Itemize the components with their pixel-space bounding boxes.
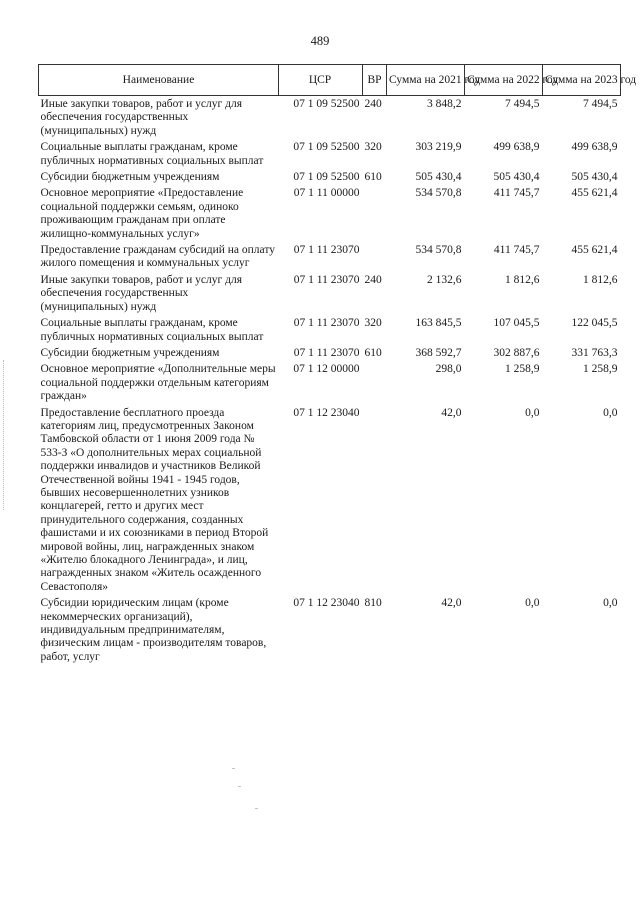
table-row	[39, 139, 621, 169]
cell-name: Основное мероприятие «Предоставление социальной поддержки семьям, одиноко проживающим гражданам при оплате жилищно-коммунальных услуг»	[40, 187, 244, 240]
cell-csr: 07 1 11 23070	[293, 317, 360, 330]
cell-csr: 07 1 11 23070	[293, 346, 360, 359]
scan-speck	[232, 768, 235, 769]
cell-vr	[363, 185, 387, 242]
table-row	[39, 272, 621, 315]
table-row	[39, 405, 621, 596]
table-header-row	[39, 65, 621, 96]
cell-sum-2022: 302 887,6	[493, 346, 540, 359]
cell-sum-2023: 7 494,5	[583, 98, 618, 110]
cell-sum-2022: 499 638,9	[493, 141, 540, 154]
cell-vr	[363, 242, 387, 272]
cell-sum-2021: 3 848,2	[427, 98, 462, 110]
cell-sum-2021: 368 592,7	[415, 346, 462, 359]
cell-sum-2021: 298,0	[435, 363, 462, 376]
cell-name: Социальные выплаты гражданам, кроме публичных нормативных социальных выплат	[40, 141, 264, 167]
table-body	[39, 96, 621, 666]
cell-csr: 07 1 12 23040	[293, 597, 360, 610]
cell-name: Социальные выплаты гражданам, кроме публичных нормативных социальных выплат	[40, 317, 264, 343]
cell-csr: 07 1 09 52500	[293, 98, 360, 110]
cell-vr	[363, 405, 387, 596]
cell-sum-2023: 1 258,9	[583, 363, 618, 376]
cell-sum-2022: 1 812,6	[505, 273, 540, 286]
cell-sum-2023: 1 812,6	[583, 273, 618, 286]
cell-sum-2021: 2 132,6	[427, 273, 462, 286]
cell-vr: 320	[364, 141, 382, 154]
cell-sum-2022: 411 745,7	[493, 244, 540, 257]
cell-sum-2023: 455 621,4	[571, 244, 618, 257]
cell-vr: 610	[364, 346, 382, 359]
cell-sum-2023: 331 763,3	[571, 346, 618, 359]
cell-sum-2021: 303 219,9	[415, 141, 462, 154]
scan-margin-marks	[3, 360, 8, 510]
cell-name: Иные закупки товаров, работ и услуг для обеспечения государственных (муниципальных) нужд	[40, 98, 242, 137]
cell-sum-2023: 505 430,4	[571, 171, 618, 184]
header-sum-2023: Сумма на 2023 год	[543, 65, 621, 96]
cell-name: Субсидии бюджетным учреждениям	[40, 171, 220, 184]
table-row	[39, 185, 621, 242]
cell-sum-2021: 42,0	[441, 597, 462, 610]
table-row	[39, 345, 621, 361]
cell-sum-2021: 505 430,4	[415, 171, 462, 184]
table-row	[39, 242, 621, 272]
cell-sum-2023: 0,0	[603, 406, 618, 419]
cell-sum-2022: 0,0	[525, 597, 540, 610]
cell-csr: 07 1 09 52500	[293, 171, 360, 184]
cell-sum-2023: 0,0	[603, 597, 618, 610]
header-vr: ВР	[363, 65, 387, 96]
cell-sum-2023: 122 045,5	[571, 317, 618, 330]
cell-vr: 610	[364, 171, 382, 184]
cell-sum-2021: 534 570,8	[415, 244, 462, 257]
table-row	[39, 361, 621, 404]
cell-sum-2022: 7 494,5	[505, 98, 540, 110]
table-row	[39, 96, 621, 140]
header-sum-2022: Сумма на 2022 год	[465, 65, 543, 96]
table-row	[39, 315, 621, 345]
budget-table	[38, 64, 637, 665]
cell-vr: 240	[364, 98, 382, 110]
header-csr: ЦСР	[279, 65, 363, 96]
cell-sum-2023: 455 621,4	[571, 187, 618, 200]
cell-csr: 07 1 09 52500	[293, 141, 360, 154]
cell-csr: 07 1 11 23070	[293, 244, 360, 257]
cell-sum-2022: 411 745,7	[493, 187, 540, 200]
cell-name: Предоставление бесплатного проезда категориям лиц, предусмотренных Законом Тамбовской области от 1 июня 2009 года № 533-З «О дополнительных мерах социальной поддержки инвалидов и участников Великой Отечественной войны 1941 - 1945 годов, бывших несовершеннолетних узников концлагерей, гетто и других мест принудительного содержания, созданных фашистами и их союзниками в период Второй мировой войны, лиц, награжденных знаком «Жителю блокадного Ленинграда», и лиц, награжденных знаком «Житель осажденного Севастополя»	[40, 406, 269, 593]
cell-vr: 320	[364, 317, 382, 330]
cell-vr: 810	[364, 597, 382, 610]
table-row	[39, 169, 621, 185]
cell-sum-2021: 534 570,8	[415, 187, 462, 200]
cell-sum-2022: 0,0	[525, 406, 540, 419]
page-number: 489	[310, 34, 330, 48]
scan-speck	[255, 808, 258, 809]
scan-speck	[238, 786, 241, 787]
cell-csr: 07 1 12 00000	[293, 363, 360, 376]
header-sum-2021: Сумма на 2021 год	[387, 65, 465, 96]
cell-csr: 07 1 11 00000	[293, 187, 360, 200]
cell-csr: 07 1 12 23040	[293, 406, 360, 419]
cell-sum-2021: 163 845,5	[415, 317, 462, 330]
cell-sum-2022: 107 045,5	[493, 317, 540, 330]
cell-name: Предоставление гражданам субсидий на оплату жилого помещения и коммунальных услуг	[40, 244, 275, 270]
cell-sum-2023: 499 638,9	[571, 141, 618, 154]
cell-sum-2022: 1 258,9	[505, 363, 540, 376]
header-name: Наименование	[39, 65, 279, 96]
cell-name: Иные закупки товаров, работ и услуг для обеспечения государственных (муниципальных) нужд	[40, 273, 242, 313]
cell-csr: 07 1 11 23070	[293, 273, 360, 286]
cell-name: Основное мероприятие «Дополнительные меры социальной поддержки отдельным категориям граждан»	[40, 363, 276, 403]
cell-name: Субсидии бюджетным учреждениям	[40, 346, 220, 359]
cell-sum-2021: 42,0	[441, 406, 462, 419]
cell-name: Субсидии юридическим лицам (кроме некоммерческих организаций), индивидуальным предпринимателям, физическим лицам - производителям товаров, работ, услуг	[40, 597, 267, 663]
cell-vr: 240	[364, 273, 382, 286]
table-row	[39, 595, 621, 665]
cell-sum-2022: 505 430,4	[493, 171, 540, 184]
cell-vr	[363, 361, 387, 404]
